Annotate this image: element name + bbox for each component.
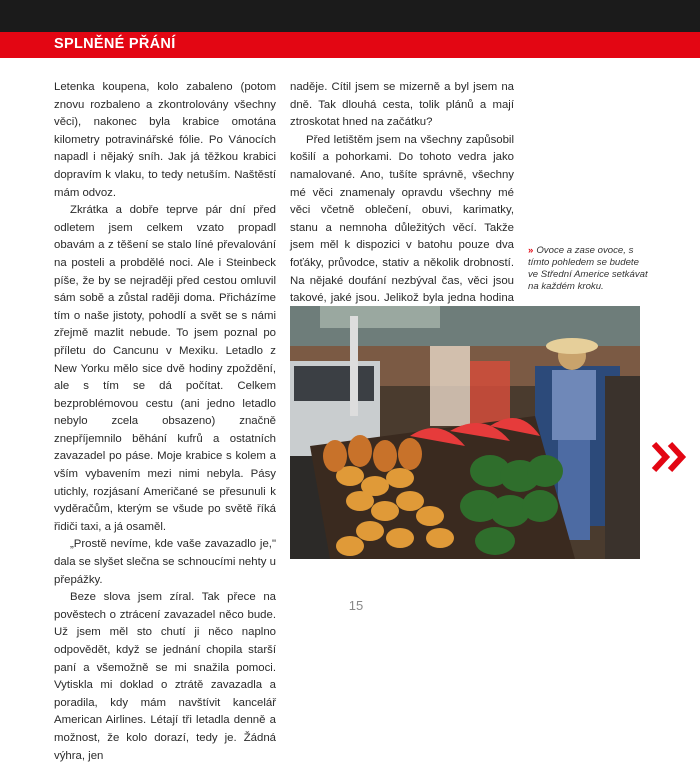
paragraph: Letenka koupena, kolo zabaleno (potom znovu rozbaleno a zkontrolovány všechny věci), nakonec byla krabice omotána kilometry potravinářské fólie. Po Vánocích napadl i nějaký sníh. Jak já těžkou krabici dopravím k vlaku, to tedy netuším. Naštěstí mám odvoz. [54, 81, 276, 199]
caption-marker: » [528, 245, 534, 256]
page-number: 15 [348, 598, 364, 613]
paragraph: naděje. Cítil jsem se mizerně a byl jsem na dně. Tak dlouhá cesta, tolik plánů a mají ztroskotat hned na začátku? [290, 81, 514, 129]
paragraph: Zkrátka a dobře teprve pár dní před odletem jsem celkem vzato propadl obavám a z těšení se stalo líné převalování na posteli a probdělé noci. Ale i Steinbeck píše, že by se nejraději před cestou omluvil sám sobě a zůstal raději doma. Přicházíme tím o naše jistoty, pohodlí a svět se s námi zřejmě mazlit nebude. To jsem poznal po příletu do Cancunu v Mexiku. Letadlo z New Yorku mělo sice dvě hodiny zpoždění, ale s tím se dá počítat. Celkem bezproblémovou cestu (ani jedno letadlo nebylo zcela obsazeno) značně znepříjemnilo běhání kufrů a ostatních zavazadel po páse. Moje krabice s kolem a vším vybavením mezi nimi nebyla. Pásy utichly, rozjásaní Američané se přesunuli k vyděračům, kterým se všude po světě říká řidiči taxi, a já osaměl. [54, 204, 276, 533]
paragraph: Beze slova jsem zíral. Tak přece na pověstech o ztrácení zavazadel něco bude. Už jsem měl sto chutí ji něco naplno odpovědět, když se jednání chopila starší paní a všemožně se mi snažila pomoci. Vytiskla mi doklad o ztrátě zavazadla a poradila, kdy mám navštívit kancelář American Airlines. Létají tři letadla denně a možnost, že kolo dorazí, tedy je. Žádná výhra, jen [54, 591, 276, 762]
caption-text: Ovoce a zase ovoce, s tímto pohledem se budete ve Střední Americe setkávat na každém kroku. [528, 245, 648, 292]
double-chevron-right-icon [650, 440, 688, 474]
top-bar [0, 0, 700, 32]
page-number-container [0, 598, 700, 613]
text-column-left [54, 79, 276, 765]
photo-caption [528, 245, 648, 293]
paragraph: Před letištěm jsem na všechny zapůsobil košilí a pohorkami. Do tohoto vedra jako namalované. Ano, tušíte správně, všechny mé věci znamenaly opravdu všechny mé věci včetně oblečení, obuvi, karimatky, stanu a nemnoha důležitých věcí. Takže jsem měl k dispozici v batohu pouze dva foťáky, průvodce, stativ a několik drobností. Na nějaké doufání nezbýval čas, věci jsou takové, jaké jsou. Jelikož byla jedna hodina [290, 133, 514, 305]
market-fruit-photo [290, 306, 640, 559]
chapter-title: SPLNĚNÉ PŘÁNÍ [54, 36, 176, 52]
paragraph: „Prostě nevíme, kde vaše zavazadlo je," dala se slyšet slečna se schnoucími nehty u přepážky. [54, 538, 276, 586]
chapter-title-bar [0, 32, 700, 58]
